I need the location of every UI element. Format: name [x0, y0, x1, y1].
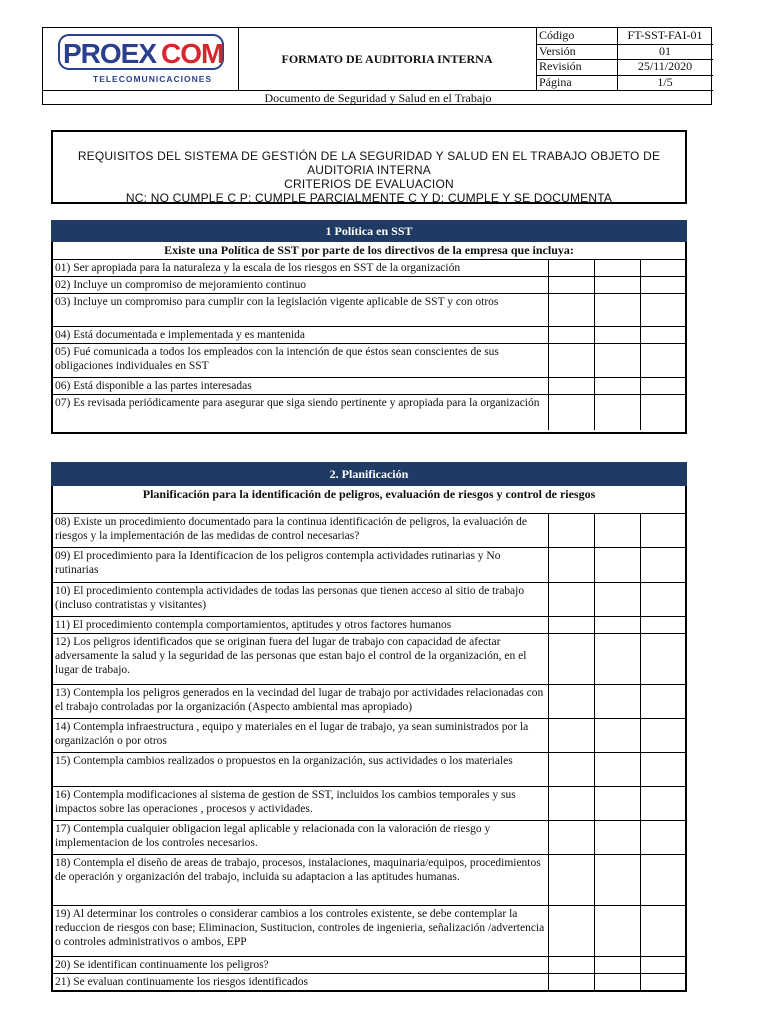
section-1-table	[51, 260, 687, 434]
requirements-box	[51, 130, 687, 204]
cyd-cell[interactable]	[640, 260, 685, 276]
s2-row	[53, 719, 685, 753]
s1-row	[53, 277, 685, 294]
cp-cell[interactable]	[594, 395, 640, 430]
section-2-header: 2. Planificación	[51, 462, 687, 486]
cyd-cell[interactable]	[640, 344, 685, 377]
requirement-text: 04) Está documentada e implementada y es mantenida	[55, 329, 306, 341]
s2-row	[53, 906, 685, 957]
cp-cell[interactable]	[594, 855, 640, 905]
s1-row	[53, 327, 685, 344]
cp-cell[interactable]	[594, 378, 640, 394]
requirements-line-3: CRITERIOS DE EVALUACION	[284, 177, 454, 191]
nc-cell[interactable]	[548, 395, 594, 430]
meta-version: Versión 01	[536, 44, 713, 61]
document-meta	[536, 28, 713, 90]
cyd-cell[interactable]	[640, 685, 685, 718]
cyd-cell[interactable]	[640, 327, 685, 343]
cp-cell[interactable]	[594, 974, 640, 990]
cyd-cell[interactable]	[640, 719, 685, 752]
s2-row	[53, 548, 685, 583]
cyd-cell[interactable]	[640, 294, 685, 326]
meta-code: Código FT-SST-FAI-01	[536, 28, 713, 45]
cp-cell[interactable]	[594, 906, 640, 956]
cyd-cell[interactable]	[640, 548, 685, 582]
nc-cell[interactable]	[548, 514, 594, 547]
requirements-line-1: REQUISITOS DEL SISTEMA DE GESTIÓN DE LA SEGURIDAD Y SALUD EN EL TRABAJO OBJETO DE	[77, 149, 661, 163]
cyd-cell[interactable]	[640, 855, 685, 905]
requirement-text: 11) El procedimiento contempla comportamientos, aptitudes y otros factores humanos	[55, 619, 452, 631]
nc-cell[interactable]	[548, 685, 594, 718]
nc-cell[interactable]	[548, 344, 594, 377]
nc-cell[interactable]	[548, 957, 594, 973]
s2-row	[53, 753, 685, 787]
cyd-cell[interactable]	[640, 583, 685, 616]
form-title: FORMATO DE AUDITORIA INTERNA	[238, 28, 537, 90]
nc-cell[interactable]	[548, 277, 594, 293]
document-subtitle: Documento de Seguridad y Salud en el Trabajo	[43, 90, 713, 107]
nc-cell[interactable]	[548, 855, 594, 905]
s2-row	[53, 821, 685, 855]
s2-row	[53, 514, 685, 548]
nc-cell[interactable]	[548, 548, 594, 582]
cyd-cell[interactable]	[640, 617, 685, 633]
cp-cell[interactable]	[594, 787, 640, 820]
nc-cell[interactable]	[548, 378, 594, 394]
s2-row	[53, 855, 685, 906]
requirement-text: 15) Contempla cambios realizados o propuestos en la organización, sus actividades o los materiales	[55, 755, 513, 767]
cp-cell[interactable]	[594, 548, 640, 582]
nc-cell[interactable]	[548, 821, 594, 854]
requirement-text: 14) Contempla infraestructura , equipo y materiales en el lugar de trabajo, ya sean suministrados por la organización o por otros	[55, 721, 529, 747]
s2-row	[53, 617, 685, 634]
s1-row	[53, 395, 685, 430]
cp-cell[interactable]	[594, 719, 640, 752]
cyd-cell[interactable]	[640, 277, 685, 293]
cyd-cell[interactable]	[640, 821, 685, 854]
s2-row	[53, 957, 685, 974]
cyd-cell[interactable]	[640, 974, 685, 990]
requirement-text: 17) Contempla cualquier obligacion legal aplicable y relacionada con la valoración de riesgo y implementacion de los controles necesarios.	[55, 823, 491, 849]
requirement-text: 09) El procedimiento para la Identificacion de los peligros contempla actividades rutinarias y No rutinarias	[55, 550, 501, 576]
nc-cell[interactable]	[548, 583, 594, 616]
s1-row	[53, 344, 685, 378]
cyd-cell[interactable]	[640, 753, 685, 786]
nc-cell[interactable]	[548, 634, 594, 684]
cyd-cell[interactable]	[640, 957, 685, 973]
nc-cell[interactable]	[548, 974, 594, 990]
evaluation-criteria: NC: NO CUMPLE C P: CUMPLE PARCIALMENTE C Y D: CUMPLE Y SE DOCUMENTA	[125, 191, 613, 205]
requirement-text: 19) Al determinar los controles o considerar cambios a los controles existente, se debe contemplar la reduccion de riesgos con base; Eliminacion, Sustitucion, controles de ingenieria, señalización /advertencia o controles administrativos o ambos, EPP	[55, 908, 545, 948]
cp-cell[interactable]	[594, 514, 640, 547]
cp-cell[interactable]	[594, 260, 640, 276]
nc-cell[interactable]	[548, 906, 594, 956]
s2-row	[53, 974, 685, 990]
requirement-text: 18) Contempla el diseño de areas de trabajo, procesos, instalaciones, maquinaria/equipos, procedimientos de operación y organización del trabajo, incluida su adaptacion a las aptitudes humanas.	[55, 857, 541, 883]
meta-page: Página 1/5	[539, 74, 673, 89]
nc-cell[interactable]	[548, 294, 594, 326]
s2-row	[53, 787, 685, 821]
meta-revision: Revisión 25/11/2020	[536, 59, 713, 76]
cyd-cell[interactable]	[640, 395, 685, 430]
company-logo	[43, 28, 239, 90]
cp-cell[interactable]	[594, 294, 640, 326]
section-1-header: 1 Política en SST	[51, 220, 687, 242]
requirement-text: 02) Incluye un compromiso de mejoramiento continuo	[55, 279, 307, 291]
requirement-text: 05) Fué comunicada a todos los empleados con la intención de que éstos sean conscientes de sus obligaciones individuales en SST	[55, 346, 499, 372]
cyd-cell[interactable]	[640, 514, 685, 547]
requirement-text: 20) Se identifican continuamente los peligros?	[55, 959, 269, 971]
requirement-text: 06) Está disponible a las partes interesadas	[55, 380, 252, 392]
requirements-line-2: AUDITORIA INTERNA	[307, 163, 431, 177]
requirement-text: 03) Incluye un compromiso para cumplir con la legislación vigente aplicable de SST y con otros	[55, 296, 499, 308]
s2-row	[53, 583, 685, 617]
nc-cell[interactable]	[548, 753, 594, 786]
requirement-text: 12) Los peligros identificados que se originan fuera del lugar de trabajo con capacidad de afectar adversamente la salud y la seguridad de las personas que estan bajo el control de la organización, en el lugar de trabajo.	[55, 636, 527, 676]
section-2-table	[51, 514, 687, 992]
cyd-cell[interactable]	[640, 787, 685, 820]
nc-cell[interactable]	[548, 327, 594, 343]
cp-cell[interactable]	[594, 327, 640, 343]
nc-cell[interactable]	[548, 787, 594, 820]
cp-cell[interactable]	[594, 753, 640, 786]
cyd-cell[interactable]	[640, 906, 685, 956]
svg-text:PROEX: PROEX	[63, 38, 157, 69]
cp-cell[interactable]	[594, 617, 640, 633]
svg-text:COM: COM	[161, 38, 224, 69]
cyd-cell[interactable]	[640, 634, 685, 684]
requirement-text: 21) Se evaluan continuamente los riesgos identificados	[55, 976, 308, 988]
document-header	[42, 27, 712, 105]
s1-row	[53, 260, 685, 277]
svg-text:TELECOMUNICACIONES: TELECOMUNICACIONES	[93, 74, 213, 84]
s1-row	[53, 378, 685, 395]
requirement-text: 08) Existe un procedimiento documentado para la continua identificación de peligros, la evaluación de riesgos y la implementación de las medidas de control necesarias?	[55, 516, 527, 542]
nc-cell[interactable]	[548, 260, 594, 276]
cyd-cell[interactable]	[640, 378, 685, 394]
requirement-text: 10) El procedimiento contempla actividades de todas las personas que tienen acceso al sitio de trabajo (incluso contratistas y visitantes)	[55, 585, 525, 611]
cp-cell[interactable]	[594, 821, 640, 854]
cp-cell[interactable]	[594, 957, 640, 973]
requirement-text: 07) Es revisada periódicamente para asegurar que siga siendo pertinente y apropiada para la organización	[55, 397, 540, 409]
requirement-text: 16) Contempla modificaciones al sistema de gestion de SST, incluidos los cambios temporales y sus impactos sobre las operaciones , procesos y actividades.	[55, 789, 516, 815]
cp-cell[interactable]	[594, 583, 640, 616]
section-2-subtitle: Planificación para la identificación de peligros, evaluación de riesgos y control de riesgos	[51, 486, 687, 514]
cp-cell[interactable]	[594, 344, 640, 377]
cp-cell[interactable]	[594, 634, 640, 684]
s2-row	[53, 634, 685, 685]
section-1-subtitle: Existe una Política de SST por parte de los directivos de la empresa que incluya:	[51, 242, 687, 260]
nc-cell[interactable]	[548, 617, 594, 633]
s2-row	[53, 685, 685, 719]
requirement-text: 13) Contempla los peligros generados en la vecindad del lugar de trabajo por actividades relacionadas con el trabajo controladas por la organización (Aspecto ambiental mas apropiado)	[55, 687, 544, 713]
s1-row	[53, 294, 685, 327]
nc-cell[interactable]	[548, 719, 594, 752]
cp-cell[interactable]	[594, 685, 640, 718]
requirement-text: 01) Ser apropiada para la naturaleza y la escala de los riesgos en SST de la organización	[55, 262, 461, 274]
cp-cell[interactable]	[594, 277, 640, 293]
